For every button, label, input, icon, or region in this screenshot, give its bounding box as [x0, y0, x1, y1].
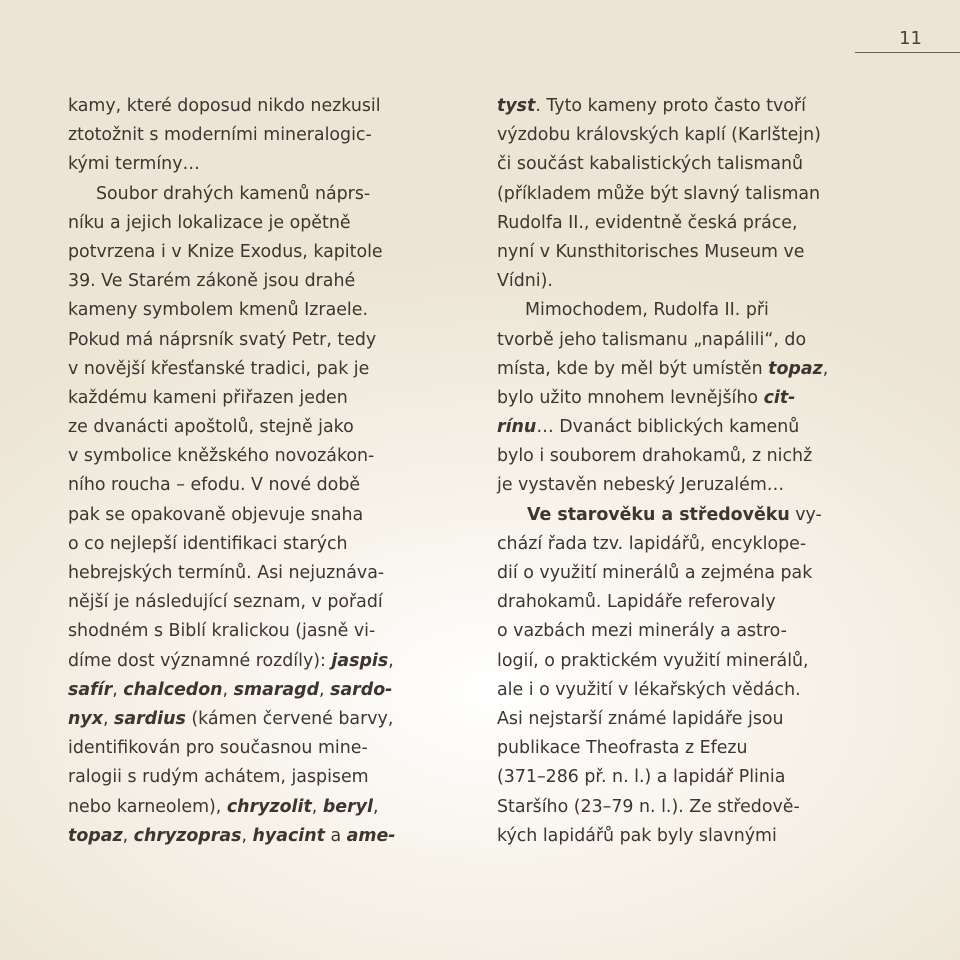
left-text-column	[68, 92, 458, 851]
text-line: v novější křesťanské tradici, pak je	[68, 358, 370, 379]
text-line: 39. Ve Starém zákoně jsou drahé	[68, 271, 356, 292]
text-run: místa, kde by měl být umístěn	[497, 358, 769, 379]
text-run: díme dost významné rozdíly):	[68, 650, 332, 671]
text-line	[497, 92, 887, 121]
text-line: bylo i souborem drahokamů, z nichž	[497, 446, 813, 467]
text-line: logií, o praktickém využití minerálů,	[497, 650, 809, 671]
text-line: ního roucha – efodu. V nové době	[68, 475, 361, 496]
text-line: Vídni).	[497, 271, 553, 292]
text-line: identifikován pro současnou mine-	[68, 738, 368, 759]
text-line: ze dvanácti apoštolů, stejně jako	[68, 417, 354, 438]
text-line: Staršího (23–79 n. l.). Ze středově-	[497, 796, 800, 817]
text-line: o co nejlepší identifikaci starých	[68, 533, 348, 554]
gem-name-ametyst-cont: tyst	[497, 96, 536, 116]
gem-name-chryzopras: chryzopras	[133, 825, 242, 846]
gem-name-safir: safír	[68, 679, 113, 700]
right-text-column	[497, 92, 887, 851]
text-line	[497, 384, 887, 413]
text-line: kameny symbolem kmenů Izraele.	[68, 300, 368, 321]
text-run: ,	[372, 796, 379, 817]
text-line: (příkladem může být slavný talisman	[497, 183, 821, 204]
text-line: či součást kabalistických talismanů	[497, 154, 804, 175]
text-run: nebo karneolem),	[68, 796, 227, 817]
text-line: nyní v Kunsthitorisches Museum ve	[497, 241, 805, 262]
text-run: ,	[102, 708, 114, 729]
text-line: tvorbě jeho talismanu „napálili“, do	[497, 329, 807, 350]
gem-name-chryzolit: chryzolit	[226, 796, 312, 817]
text-line: kými termíny…	[68, 154, 200, 175]
text-line: hebrejských termínů. Asi nejuznáva-	[68, 563, 385, 583]
text-line: ale i o využití v lékařských vědách.	[497, 679, 801, 700]
gem-name-citrin-cont: rínu	[497, 417, 537, 438]
text-line: kých lapidářů pak byly slavnými	[497, 825, 777, 846]
text-run: ,	[311, 796, 323, 817]
gem-name-beryl: beryl	[322, 796, 373, 817]
text-line: potvrzena i v Knize Exodus, kapitole	[68, 241, 383, 262]
text-run: ,	[822, 358, 829, 379]
page-number-rule	[855, 52, 960, 53]
page-number: 11	[899, 28, 922, 49]
text-line: Rudolfa II., evidentně česká práce,	[497, 212, 798, 233]
gem-name-citrin: cit-	[763, 387, 796, 408]
gem-name-chalcedon: chalcedon	[123, 679, 223, 700]
text-line	[68, 822, 458, 851]
text-run: ,	[222, 679, 234, 700]
text-line	[68, 705, 458, 734]
text-line	[68, 793, 458, 822]
gem-name-topaz: topaz	[768, 358, 823, 379]
text-run: ,	[241, 825, 253, 846]
text-run: ,	[112, 679, 124, 700]
text-line: ztotožnit s moderními mineralogic-	[68, 125, 372, 146]
gem-name-hyacint: hyacint	[252, 825, 325, 846]
text-run: a	[324, 825, 347, 846]
text-line	[497, 413, 887, 442]
text-line: ralogii s rudým achátem, jaspisem	[68, 767, 369, 788]
text-line: je vystavěn nebeský Jeruzalém…	[497, 475, 785, 496]
text-line: (371–286 př. n. l.) a lapidář Plinia	[497, 767, 786, 788]
text-line: každému kameni přiřazen jeden	[68, 387, 348, 408]
text-line: výzdobu královských kaplí (Karlštejn)	[497, 125, 821, 146]
text-line: kamy, které doposud nikdo nezkusil	[68, 96, 381, 116]
text-run: ,	[388, 650, 394, 671]
text-line: shodném s Biblí kralickou (jasně vi-	[68, 621, 376, 642]
gem-name-sardius: sardius	[114, 708, 186, 729]
text-line: nější je následující seznam, v pořadí	[68, 592, 383, 613]
paragraph-start-line: Mimochodem, Rudolfa II. při	[525, 300, 769, 321]
text-line	[68, 676, 458, 705]
paragraph-start-line: Soubor drahých kamenů náprs-	[96, 183, 371, 204]
text-line: níku a jejich lokalizace je opětně	[68, 212, 351, 233]
text-line: drahokamů. Lapidáře referovaly	[497, 592, 776, 613]
section-heading-line	[497, 501, 887, 530]
text-run: ,	[319, 679, 331, 700]
text-line	[497, 355, 887, 384]
text-run: (kámen červené barvy,	[185, 708, 394, 729]
section-heading: Ve starověku a středověku	[527, 504, 790, 525]
text-line: v symbolice kněžského novozákon-	[68, 446, 375, 467]
text-run: vy-	[789, 504, 822, 525]
text-run: . Tyto kameny proto často tvoří	[535, 96, 806, 116]
text-line: dií o využití minerálů a zejména pak	[497, 563, 813, 583]
text-run: bylo užito mnohem levnějšího	[497, 387, 764, 408]
gem-name-smaragd: smaragd	[233, 679, 320, 700]
gem-name-sardonyx: sardo-	[330, 679, 393, 700]
gem-name-sardonyx-cont: nyx	[68, 708, 103, 729]
gem-name-ametyst: ame-	[346, 825, 396, 846]
text-run: ,	[122, 825, 134, 846]
text-line: chází řada tzv. lapidářů, encyklope-	[497, 533, 807, 554]
text-line: o vazbách mezi minerály a astro-	[497, 621, 787, 642]
text-run: … Dvanáct biblických kamenů	[536, 417, 800, 438]
text-line: pak se opakovaně objevuje snaha	[68, 504, 364, 525]
text-line: publikace Theofrasta z Efezu	[497, 738, 748, 759]
gem-name-topaz: topaz	[68, 825, 123, 846]
gem-name-jaspis: jaspis	[331, 650, 389, 671]
text-line: Asi nejstarší známé lapidáře jsou	[497, 708, 784, 729]
text-line	[68, 647, 458, 676]
text-line: Pokud má náprsník svatý Petr, tedy	[68, 329, 377, 350]
